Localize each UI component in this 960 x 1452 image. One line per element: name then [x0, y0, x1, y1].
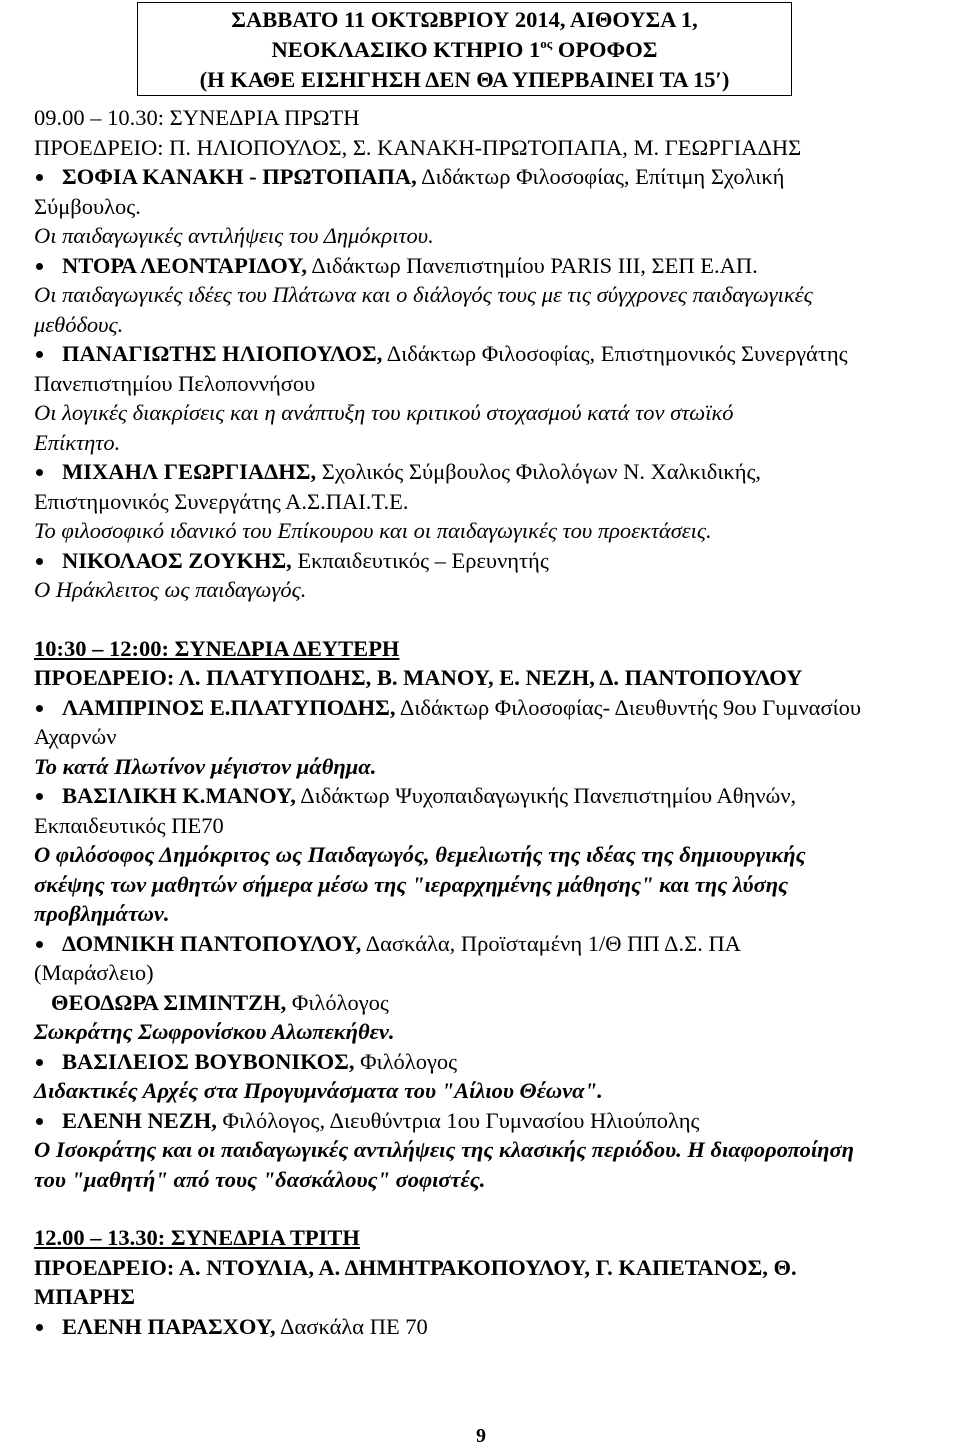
- speaker-name: ΒΑΣΙΛΙΚΗ Κ.ΜΑΝΟΥ,: [62, 783, 296, 808]
- session3-title: 12.00 – 13.30: ΣΥΝΕΔΡΙΑ ΤΡΙΤΗ: [34, 1225, 360, 1250]
- speaker-affiliation: Διδάκτωρ Ψυχοπαιδαγωγικής Πανεπιστημίου Αθηνών,: [295, 783, 797, 808]
- speaker-item: [34, 929, 934, 959]
- talk-title: Ο φιλόσοφος Δημόκριτος ως Παιδαγωγός, θεμελιωτής της ιδέας της δημιουργικής: [34, 842, 806, 867]
- session-header-box: [137, 2, 792, 96]
- talk-title: Το φιλοσοφικό ιδανικό του Επίκουρου και οι παιδαγωγικές του προεκτάσεις.: [34, 518, 712, 543]
- speaker-name: ΛΑΜΠΡΙΝΟΣ Ε.ΠΛΑΤΥΠΟΔΗΣ,: [62, 694, 396, 720]
- speaker-affiliation-cont: Πανεπιστημίου Πελοποννήσου: [34, 370, 316, 396]
- session1-title: 09.00 – 10.30: ΣΥΝΕΔΡΙΑ ΠΡΩΤΗ: [34, 105, 360, 130]
- speaker-item: [34, 339, 934, 369]
- header-date-line: ΣΑΒΒΑΤΟ 11 ΟΚΤΩΒΡΙΟΥ 2014, ΑΙΘΟΥΣΑ 1,: [231, 7, 698, 32]
- speaker-name: ΜΙΧΑΗΛ ΓΕΩΡΓΙΑΔΗΣ,: [62, 459, 317, 484]
- talk-title: Οι λογικές διακρίσεις και η ανάπτυξη του κριτικού στοχασμού κατά τον στωϊκό: [34, 400, 734, 425]
- speaker-name: ΠΑΝΑΓΙΩΤΗΣ ΗΛΙΟΠΟΥΛΟΣ,: [62, 341, 383, 366]
- bullet-icon: [36, 1118, 43, 1125]
- talk-title: Οι παιδαγωγικές ιδέες του Πλάτωνα και ο διάλογός τους με τις σύγχρονες παιδαγωγικές: [34, 282, 813, 307]
- session3-chairs-cont: ΜΠΑΡΗΣ: [34, 1284, 135, 1309]
- speaker-name: ΝΤΟΡΑ ΛΕΟΝΤΑΡΙΔΟΥ,: [62, 252, 307, 278]
- speaker-affiliation-cont: Επιστημονικός Συνεργάτης Α.Σ.ΠΑΙ.Τ.Ε.: [34, 488, 409, 514]
- speaker-name: ΔΟΜΝΙΚΗ ΠΑΝΤΟΠΟΥΛΟΥ,: [62, 930, 362, 956]
- talk-title-cont: προβλημάτων.: [34, 901, 170, 926]
- bullet-icon: [36, 1324, 43, 1331]
- speaker-item: [34, 1106, 934, 1136]
- speaker-name: ΕΛΕΝΗ ΝΕΖΗ,: [62, 1107, 217, 1133]
- speaker-affiliation: Διδάκτωρ Φιλοσοφίας, Επιστημονικός Συνεργάτης: [382, 341, 848, 366]
- speaker-affiliation: Φιλόλογος, Διευθύντρια 1ου Γυμνασίου Ηλιούπολης: [216, 1107, 700, 1133]
- speaker-affiliation: Διδάκτωρ Πανεπιστημίου PARIS III, ΣΕΠ Ε.ΑΠ.: [306, 252, 758, 278]
- speaker-affiliation-cont: Σύμβουλος.: [34, 193, 141, 219]
- bullet-icon: [36, 705, 43, 712]
- speaker-item: [34, 781, 934, 811]
- talk-title-cont: σκέψης των μαθητών σήμερα μέσω της "ιεραρχημένης μάθησης" και της λύσης: [34, 871, 789, 897]
- speaker-affiliation-cont: Αχαρνών: [34, 724, 117, 749]
- speaker-affiliation: Δασκάλα ΠΕ 70: [275, 1313, 428, 1339]
- speaker-affiliation: Σχολικός Σύμβουλος Φιλολόγων Ν. Χαλκιδικής,: [316, 459, 762, 484]
- session2-chairs: ΠΡΟΕΔΡΕΙΟ: Λ. ΠΛΑΤΥΠΟΔΗΣ, Β. ΜΑΝΟΥ, Ε. ΝΕΖΗ, Δ. ΠΑΝΤΟΠΟΥΛΟΥ: [34, 665, 803, 690]
- speaker-item: [34, 162, 934, 192]
- session1-chairs: ΠΡΟΕΔΡΕΙΟ: Π. ΗΛΙΟΠΟΥΛΟΣ, Σ. ΚΑΝΑΚΗ-ΠΡΩΤΟΠΑΠΑ, Μ. ΓΕΩΡΓΙΑΔΗΣ: [34, 134, 802, 160]
- speaker-item: [34, 457, 934, 487]
- bullet-icon: [36, 351, 43, 358]
- speaker-item: [34, 1047, 934, 1077]
- speaker-affiliation: Διδάκτωρ Φιλοσοφίας, Επίτιμη Σχολική: [416, 164, 785, 189]
- speaker-affiliation: Εκπαιδευτικός – Ερευνητής: [291, 547, 549, 573]
- talk-title: Σωκράτης Σωφρονίσκου Αλωπεκήθεν.: [34, 1019, 395, 1044]
- talk-title: Διδακτικές Αρχές στα Προγυμνάσματα του "Αίλιου Θέωνα".: [34, 1078, 603, 1103]
- bullet-icon: [36, 469, 43, 476]
- talk-title: Ο Ισοκράτης και οι παιδαγωγικές αντιλήψεις της κλασικής περιόδου. Η διαφοροποίηση: [34, 1137, 854, 1162]
- session3-chairs: ΠΡΟΕΔΡΕΙΟ: Α. ΝΤΟΥΛΙΑ, Α. ΔΗΜΗΤΡΑΚΟΠΟΥΛΟΥ, Γ. ΚΑΠΕΤΑΝΟΣ, Θ.: [34, 1254, 797, 1280]
- speaker-affiliation: Φιλόλογος: [354, 1048, 458, 1074]
- speaker-name: ΘΕΟΔΩΡΑ ΣΙΜΙΝΤΖΗ,: [51, 989, 287, 1015]
- bullet-icon: [36, 558, 43, 565]
- speaker-affiliation: Δασκάλα, Προϊσταμένη 1/Θ ΠΠ Δ.Σ. ΠΑ: [361, 930, 741, 956]
- header-ordinal: ος: [540, 35, 553, 51]
- header-building-line: [138, 35, 791, 65]
- programme-content: [34, 103, 934, 1341]
- talk-title: Οι παιδαγωγικές αντιλήψεις του Δημόκριτου.: [34, 223, 434, 248]
- talk-title-cont: του "μαθητή" από τους "δασκάλους" σοφιστές.: [34, 1166, 486, 1192]
- header-time-limit-line: (Η ΚΑΘΕ ΕΙΣΗΓΗΣΗ ΔΕΝ ΘΑ ΥΠΕΡΒΑΙΝΕΙ ΤΑ 15′): [199, 67, 730, 92]
- talk-title: Το κατά Πλωτίνον μέγιστον μάθημα.: [34, 753, 377, 779]
- speaker-item: [34, 988, 934, 1018]
- speaker-item: [34, 1312, 934, 1342]
- speaker-name: ΒΑΣΙΛΕΙΟΣ ΒΟΥΒΟΝΙΚΟΣ,: [62, 1048, 355, 1074]
- speaker-name: ΝΙΚΟΛΑΟΣ ΖΟΥΚΗΣ,: [62, 547, 292, 573]
- speaker-item: [34, 693, 934, 723]
- speaker-affiliation: Φιλόλογος: [286, 989, 389, 1015]
- talk-title-cont: Επίκτητο.: [34, 429, 121, 455]
- speaker-affiliation-cont: Εκπαιδευτικός ΠΕ70: [34, 812, 224, 838]
- speaker-item: [34, 251, 934, 281]
- talk-title: Ο Ηράκλειτος ως παιδαγωγός.: [34, 577, 307, 602]
- talk-title-cont: μεθόδους.: [34, 311, 124, 337]
- session2-title: 10:30 – 12:00: ΣΥΝΕΔΡΙΑ ΔΕΥΤΕΡΗ: [34, 635, 400, 661]
- bullet-icon: [36, 263, 43, 270]
- speaker-name: ΣΟΦΙΑ ΚΑΝΑΚΗ - ΠΡΩΤΟΠΑΠΑ,: [62, 164, 417, 189]
- bullet-icon: [36, 941, 43, 948]
- bullet-icon: [36, 1059, 43, 1066]
- speaker-name: ΕΛΕΝΗ ΠΑΡΑΣΧΟΥ,: [62, 1313, 276, 1339]
- header-floor-text: ΟΡΟΦΟΣ: [552, 37, 658, 62]
- speaker-affiliation: Διδάκτωρ Φιλοσοφίας- Διευθυντής 9ου Γυμνασίου: [395, 694, 862, 720]
- speaker-item: [34, 546, 934, 576]
- page-number: 9: [476, 1425, 486, 1447]
- bullet-icon: [36, 793, 43, 800]
- speaker-affiliation-cont: (Μαράσλειο): [34, 960, 154, 985]
- header-building-text: ΝΕΟΚΛΑΣΙΚΟ ΚΤΗΡΙΟ 1: [271, 37, 541, 62]
- bullet-icon: [36, 174, 43, 181]
